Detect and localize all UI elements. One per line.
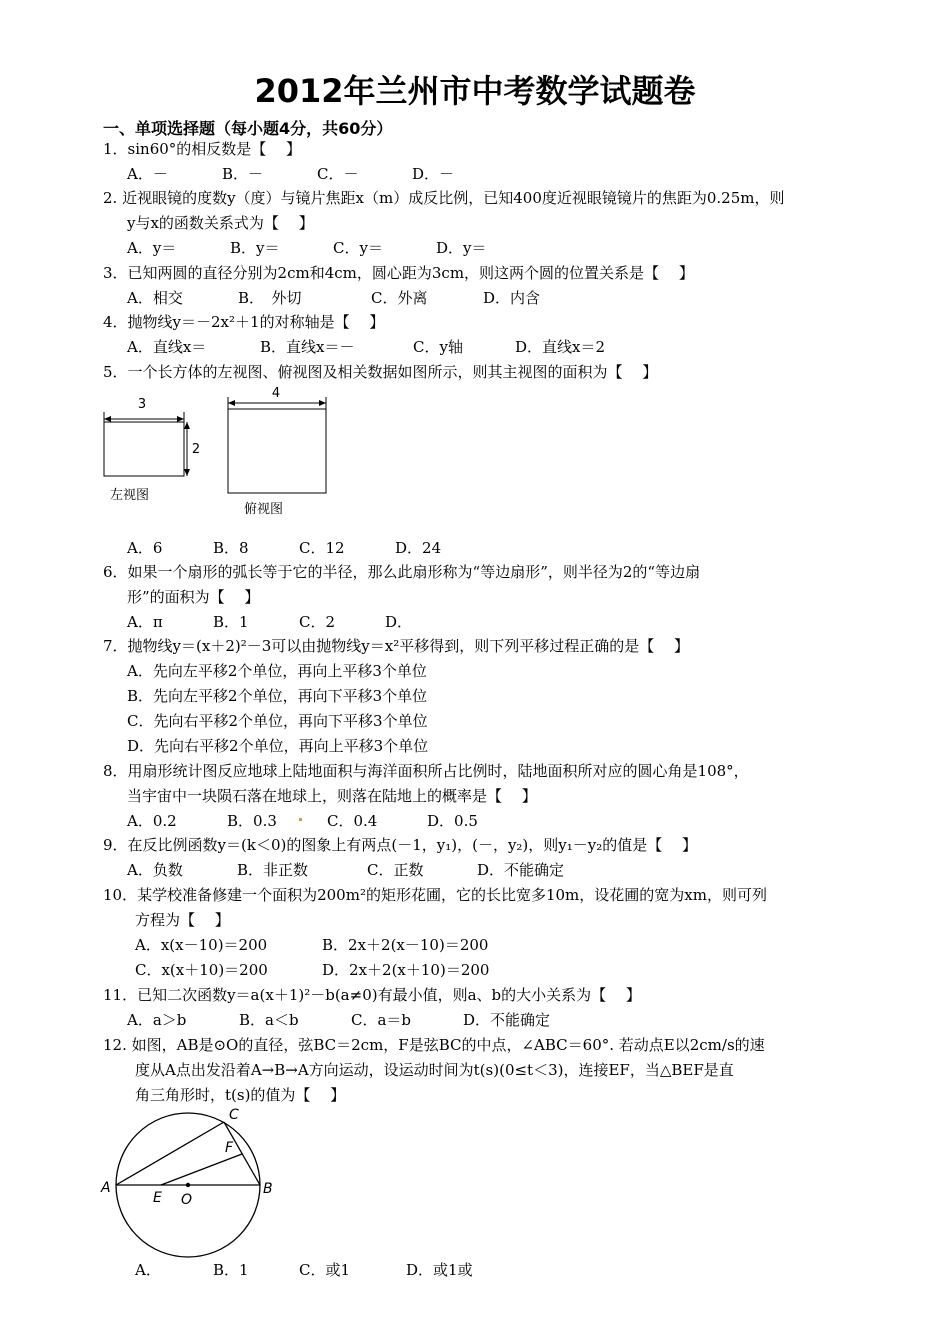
- q8-option-b: B．0.3: [227, 812, 277, 830]
- label-f: F: [225, 1140, 234, 1156]
- q12-option-c: C．或1: [299, 1261, 351, 1279]
- q12-option-b: B．1: [213, 1261, 249, 1279]
- question-10-options-row2: [135, 960, 489, 980]
- q7-option-c: C．先向右平移2个单位，再向下平移3个单位: [127, 712, 428, 730]
- q12-circle-diagram: [95, 1100, 285, 1260]
- left-view-height-label: 2: [191, 442, 201, 457]
- question-11-stem: 11．已知二次函数y＝a(x＋1)²－b(a≠0)有最小值，则a、b的大小关系为【 】: [103, 986, 641, 1004]
- q2-option-d: D．y＝: [436, 239, 487, 257]
- scan-artifact-dot: [299, 818, 302, 821]
- q5-figure: [98, 384, 338, 524]
- q2-option-c: C．y＝: [333, 239, 383, 257]
- arrow-head: [184, 422, 190, 429]
- q5-option-b: B．8: [213, 539, 249, 557]
- q3-option-a: A．相交: [127, 289, 183, 307]
- section-heading: 一、单项选择题（每小题4分，共60分）: [103, 119, 393, 138]
- arrow-head: [177, 416, 184, 422]
- arrow-head: [228, 400, 235, 406]
- top-view-width-label: 4: [271, 386, 281, 401]
- q4-option-d: D．直线x＝2: [515, 338, 606, 356]
- q1-option-c: C．－: [317, 165, 359, 183]
- arrow-head: [319, 400, 326, 406]
- question-6-stem-line2: 形”的面积为【 】: [127, 588, 260, 606]
- label-c: C: [229, 1107, 239, 1123]
- q9-option-d: D．不能确定: [477, 861, 565, 879]
- question-8-options: [127, 811, 478, 831]
- question-2-stem-line2: y与x的函数关系式为【 】: [127, 214, 314, 232]
- q3-option-c: C．外离: [371, 289, 428, 307]
- q5-option-c: C．12: [299, 539, 345, 557]
- question-8-stem-line1: 8．用扇形统计图反应地球上陆地面积与海洋面积所占比例时，陆地面积所对应的圆心角是108°，: [103, 762, 749, 780]
- label-a: A: [101, 1180, 111, 1196]
- q7-option-a: A．先向左平移2个单位，再向上平移3个单位: [127, 662, 427, 680]
- label-e: E: [153, 1190, 162, 1206]
- q8-option-d: D．0.5: [427, 812, 478, 830]
- top-view-caption: 俯视图: [244, 502, 284, 517]
- q8-option-a: A．0.2: [127, 812, 177, 830]
- question-9-stem: 9．在反比例函数y＝(k＜0)的图象上有两点(－1，y₁)，(－，y₂)，则y₁－y₂的值是【 】: [103, 836, 698, 854]
- question-5-options: [127, 538, 441, 558]
- q9-option-b: B．非正数: [237, 861, 309, 879]
- q6-option-a: A．π: [127, 613, 163, 631]
- q11-option-a: A．a＞b: [127, 1011, 187, 1029]
- arrow-head: [104, 416, 111, 422]
- q10-option-c: C．x(x＋10)＝200: [135, 961, 268, 979]
- question-6-stem-line1: 6．如果一个扇形的弧长等于它的半径，那么此扇形称为“等边扇形”，则半径为2的“等边扇: [103, 563, 701, 581]
- q7-option-d: D．先向右平移2个单位，再向上平移3个单位: [127, 737, 429, 755]
- q7-option-b: B．先向左平移2个单位，再向下平移3个单位: [127, 687, 428, 705]
- question-10-stem-line2: 方程为【 】: [135, 911, 230, 929]
- q11-option-b: B．a＜b: [239, 1011, 299, 1029]
- q2-option-a: A．y＝: [127, 239, 177, 257]
- q11-option-c: C．a＝b: [351, 1011, 412, 1029]
- top-view-rect: [228, 409, 326, 493]
- q6-option-b: B．1: [213, 613, 249, 631]
- page-title: 2012年兰州市中考数学试题卷: [254, 72, 696, 110]
- q6-option-d: D．: [385, 613, 413, 631]
- q3-option-b: B． 外切: [238, 289, 302, 307]
- question-12-stem-line3: 角三角形时，t(s)的值为【 】: [135, 1086, 346, 1104]
- q5-option-a: A．6: [127, 539, 163, 557]
- q4-option-c: C．y轴: [413, 338, 463, 356]
- question-3-stem: 3．已知两圆的直径分别为2cm和4cm，圆心距为3cm，则这两个圆的位置关系是【 】: [103, 264, 694, 282]
- question-6-options: [127, 612, 412, 632]
- question-4-options: [127, 337, 605, 357]
- question-12-stem-line2: 度从A点出发沿着A→B→A方向运动，设运动时间为t(s)(0≤t＜3)，连接EF，当△BEF是直: [135, 1061, 734, 1079]
- question-9-options: [127, 860, 564, 880]
- q1-option-a: A．－: [127, 165, 168, 183]
- chord-ac: [116, 1122, 224, 1185]
- q10-option-d: D．2x＋2(x＋10)＝200: [322, 961, 490, 979]
- question-2-options: [127, 238, 487, 258]
- q10-option-b: B．2x＋2(x－10)＝200: [322, 936, 489, 954]
- q1-option-d: D．－: [412, 165, 455, 183]
- q5-option-d: D．24: [395, 539, 442, 557]
- q11-option-d: D．不能确定: [463, 1011, 551, 1029]
- question-1-options: [127, 164, 454, 184]
- q2-option-b: B．y＝: [230, 239, 280, 257]
- q12-option-a: A．: [135, 1261, 161, 1279]
- question-4-stem: 4．抛物线y＝－2x²＋1的对称轴是【 】: [103, 313, 385, 331]
- question-2-stem-line1: 2. 近视眼镜的度数y（度）与镜片焦距x（m）成反比例，已知400度近视眼镜镜片的焦距为0.25m，则: [103, 189, 785, 207]
- q3-option-d: D．内含: [483, 289, 541, 307]
- segment-ef: [161, 1154, 242, 1185]
- center-point: [186, 1183, 190, 1187]
- question-7-stem: 7．抛物线y＝(x＋2)²－3可以由抛物线y＝x²平移得到，则下列平移过程正确的是【 】: [103, 637, 689, 655]
- left-view-rect: [104, 422, 184, 476]
- q9-option-a: A．负数: [127, 861, 183, 879]
- question-12-options: [135, 1260, 473, 1280]
- left-view-caption: 左视图: [110, 488, 150, 503]
- q12-figure: [95, 1100, 285, 1264]
- arrow-head: [184, 469, 190, 476]
- question-1-stem: 1．sin60°的相反数是【 】: [103, 140, 302, 158]
- question-3-options: [127, 288, 540, 308]
- question-5-stem: 5．一个长方体的左视图、俯视图及相关数据如图所示，则其主视图的面积为【 】: [103, 363, 658, 381]
- q6-option-c: C．2: [299, 613, 336, 631]
- question-12-stem-line1: 12. 如图，AB是⊙O的直径，弦BC＝2cm，F是弦BC的中点，∠ABC＝60°. 若动点E以2cm/s的速: [103, 1036, 765, 1054]
- q1-option-b: B．－: [222, 165, 264, 183]
- q5-views-diagram: [98, 384, 338, 520]
- q10-option-a: A．x(x－10)＝200: [135, 936, 268, 954]
- question-8-stem-line2: 当宇宙中一块陨石落在地球上，则落在陆地上的概率是【 】: [127, 787, 537, 805]
- question-10-stem-line1: 10．某学校准备修建一个面积为200m²的矩形花圃，它的长比宽多10m，设花圃的宽为xm，则可列: [103, 886, 767, 904]
- label-o: O: [181, 1192, 193, 1208]
- q4-option-b: B．直线x＝－: [260, 338, 355, 356]
- question-10-options-row1: [135, 935, 488, 955]
- q9-option-c: C．正数: [367, 861, 424, 879]
- question-11-options: [127, 1010, 550, 1030]
- left-view-width-label: 3: [137, 397, 147, 412]
- label-b: B: [263, 1181, 273, 1197]
- q8-option-c: C．0.4: [327, 812, 378, 830]
- q4-option-a: A．直线x＝: [127, 338, 207, 356]
- q12-option-d: D．或1或: [406, 1261, 473, 1279]
